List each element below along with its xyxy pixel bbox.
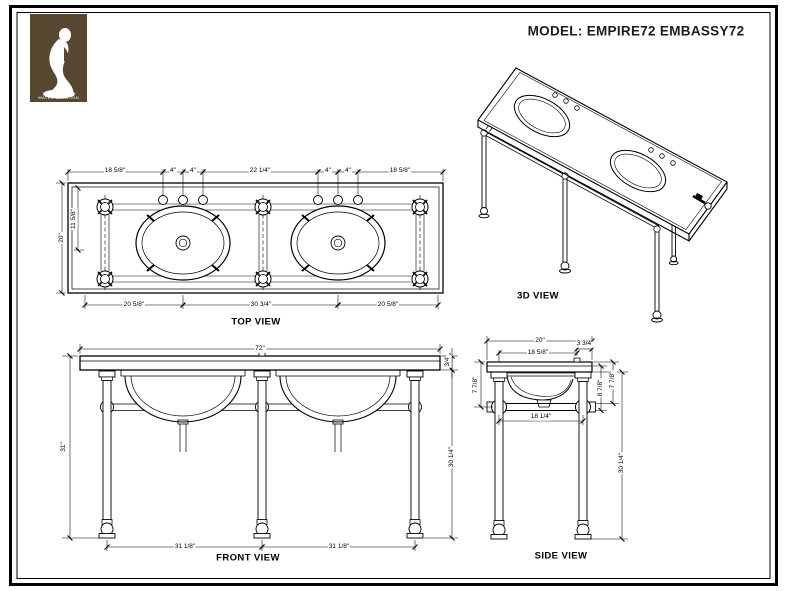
border-frame	[11, 7, 777, 585]
top-view-drawing	[56, 166, 443, 309]
sink-basin-left	[136, 206, 230, 280]
dim-topview-hole-r2: 4"	[345, 166, 351, 174]
iso-view-drawing	[478, 68, 727, 322]
dim-sideview-apron-left: 7 7/8"	[471, 376, 479, 394]
model-title: MODEL: EMPIRE72 EMBASSY72	[527, 23, 745, 39]
sink-basin-right	[291, 206, 385, 280]
dim-topview-hole-r1: 4"	[325, 166, 331, 174]
dim-sideview-depth: 20"	[535, 336, 545, 344]
dim-topview-hole-l2: 4"	[190, 166, 196, 174]
dim-topview-bottom-right: 20 5/8"	[377, 300, 399, 308]
dim-sideview-leg-height: 30 1/4"	[617, 452, 625, 474]
front-view-label: FRONT VIEW	[216, 552, 280, 564]
dim-frontview-width: 72"	[255, 344, 265, 352]
dim-frontview-height: 31"	[59, 442, 67, 452]
dim-topview-edge-right: 18 5/8"	[389, 166, 411, 174]
dim-frontview-leg-span-left: 31 1/8"	[174, 542, 196, 550]
dim-sideview-hole-to-back: 3 3/4"	[576, 339, 594, 347]
brand-name: WATER CREATION	[37, 95, 80, 100]
iso-view-label: 3D VIEW	[517, 290, 559, 302]
dim-sideview-hole-span: 18 5/8"	[527, 348, 549, 356]
dim-sideview-leg-span: 18 1/4"	[530, 412, 552, 420]
dim-frontview-leg-span-right: 31 1/8"	[328, 542, 350, 550]
dim-topview-bottom-left: 20 5/8"	[123, 300, 145, 308]
dim-topview-depth: 20"	[57, 233, 65, 243]
top-view-label: TOP VIEW	[231, 316, 281, 328]
side-view-label: SIDE VIEW	[534, 550, 588, 562]
side-view-drawing	[471, 336, 628, 539]
dim-sideview-apron-right-inner: 8 7/8"	[596, 379, 604, 397]
dim-topview-bottom-center: 30 3/4"	[250, 300, 272, 308]
dim-frontview-thickness: 3/4"	[443, 355, 451, 367]
front-view-drawing	[59, 344, 458, 551]
brand-logo	[30, 14, 87, 102]
dim-topview-edge-left: 18 5/8"	[104, 166, 126, 174]
dim-topview-center-span: 22 1/4"	[249, 166, 271, 174]
dim-frontview-leg-height: 30 1/4"	[447, 446, 455, 468]
dim-sideview-apron-right-outer: 7 7/8"	[608, 371, 616, 389]
dim-topview-back-inset: 11 5/8"	[69, 209, 77, 229]
kneeling-figure-icon	[30, 14, 87, 102]
dim-topview-hole-l1: 4"	[170, 166, 176, 174]
